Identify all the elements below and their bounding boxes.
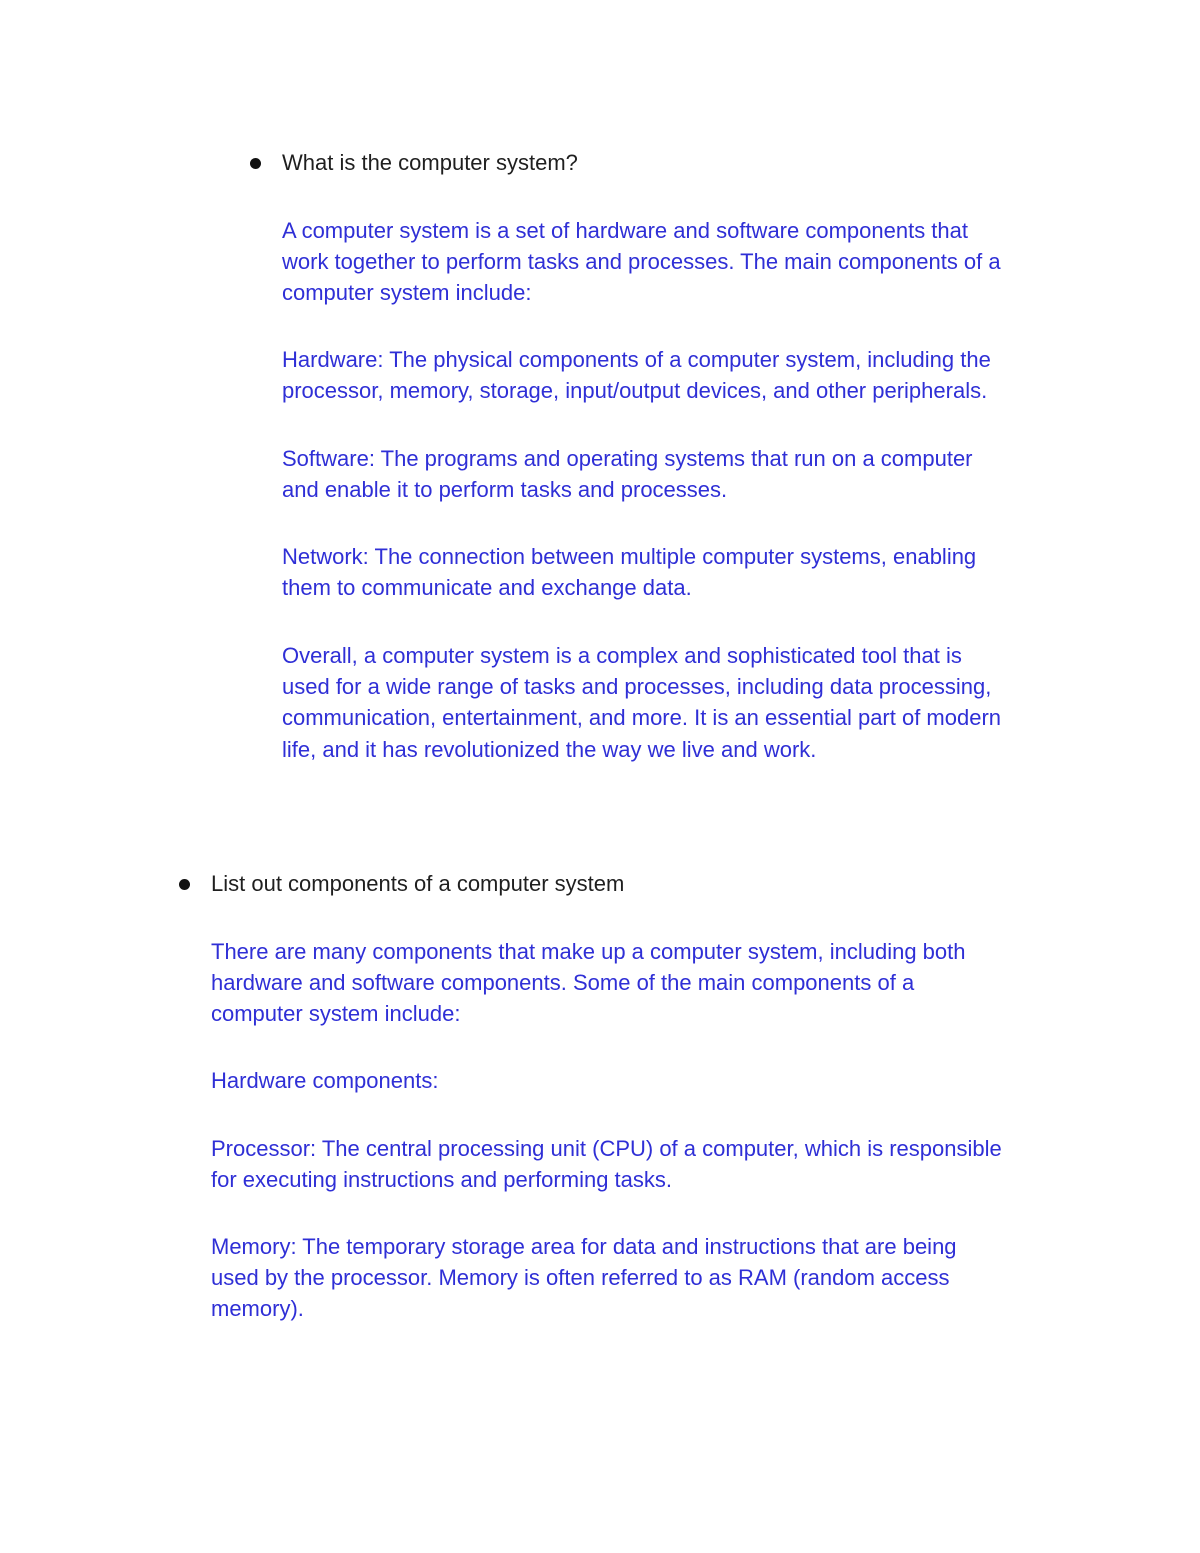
s1-paragraph-network: Network: The connection between multiple computer systems, enabling them to communicate and exchange data. — [282, 544, 977, 601]
question-2: List out components of a computer system — [211, 871, 625, 896]
s1-paragraph-overall: Overall, a computer system is a complex and sophisticated tool that is used for a wide range of tasks and processes, including data processing, communication, entertainment, and more. It is an essential part of modern life, and it has revolutionized the way we live and work. — [282, 643, 1002, 762]
s2-paragraph-processor: Processor: The central processing unit (CPU) of a computer, which is responsible for executing instructions and performing tasks. — [211, 1136, 1002, 1193]
s2-paragraph-memory: Memory: The temporary storage area for data and instructions that are being used by the processor. Memory is often referred to as RAM (random access memory). — [211, 1234, 957, 1322]
bullet-1 — [250, 158, 261, 169]
s1-paragraph-hardware: Hardware: The physical components of a computer system, including the processor, memory, storage, input/output devices, and other peripherals. — [282, 347, 991, 404]
s2-paragraph-hardware-heading: Hardware components: — [211, 1068, 439, 1093]
s1-paragraph-software: Software: The programs and operating systems that run on a computer and enable it to perform tasks and processes. — [282, 446, 973, 503]
s2-paragraph-intro: There are many components that make up a computer system, including both hardware and software components. Some of the main components of a computer system include: — [211, 939, 966, 1027]
bullet-2 — [179, 879, 190, 890]
question-1: What is the computer system? — [282, 150, 578, 175]
s1-paragraph-intro: A computer system is a set of hardware and software components that work together to perform tasks and processes. The main components of a computer system include: — [282, 218, 1001, 306]
